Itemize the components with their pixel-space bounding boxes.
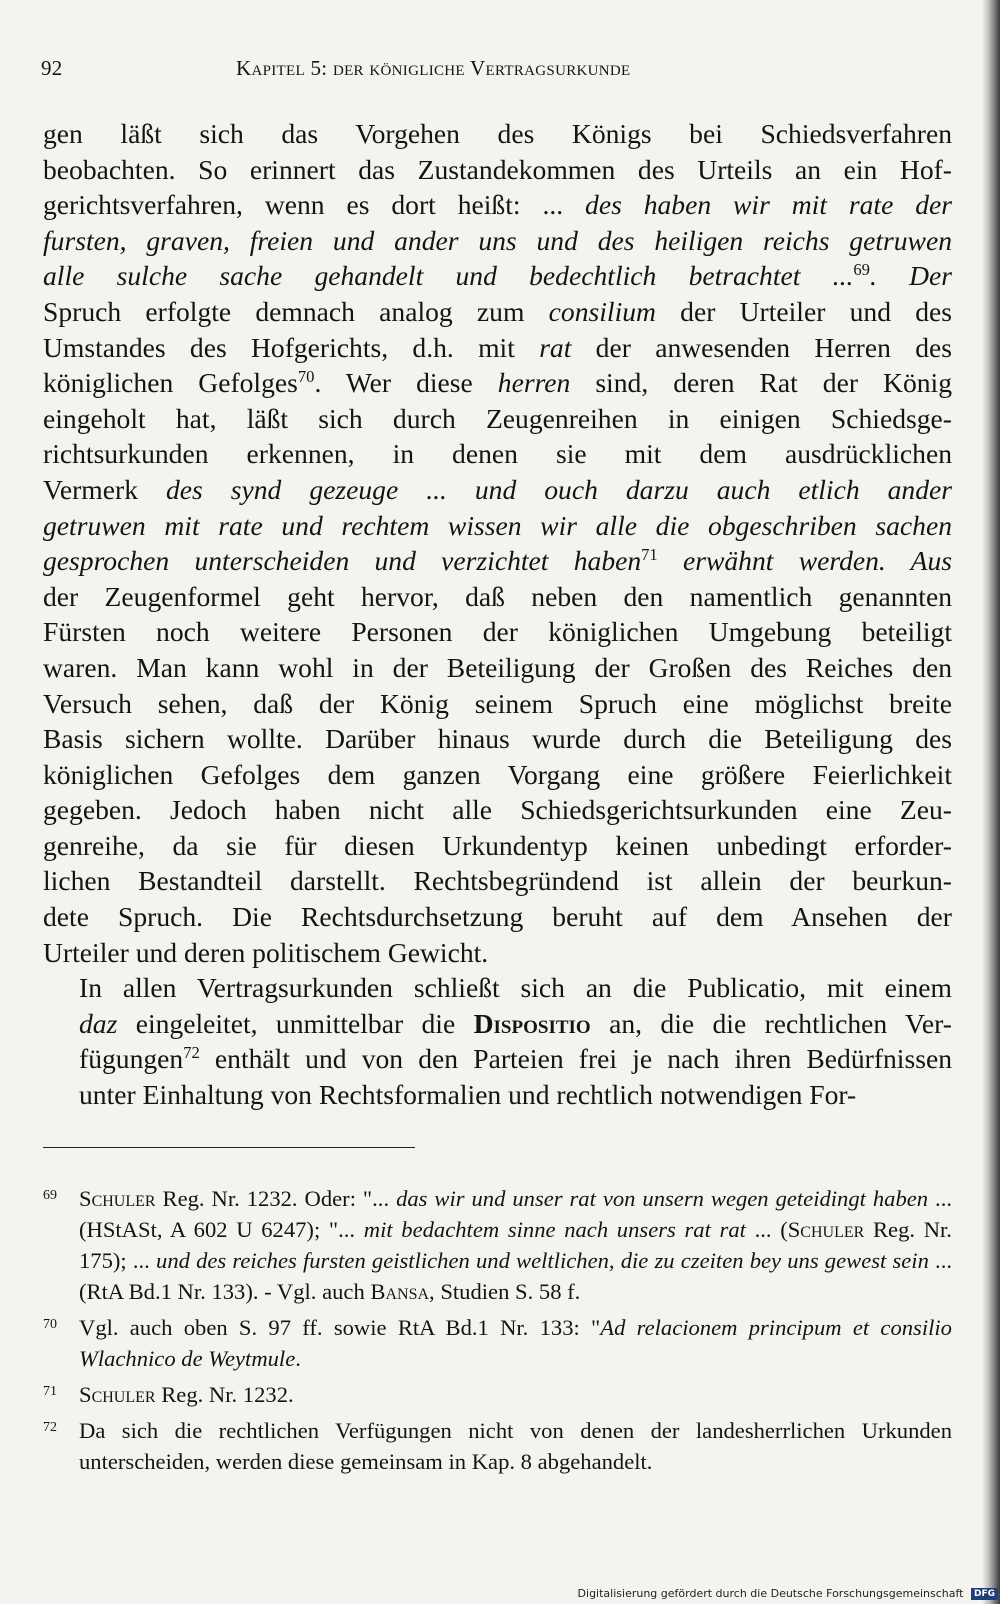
italic-quote: mit bedachtem sinne nach unsers rat rat	[363, 1217, 746, 1242]
text-run: der Urteiler und des	[655, 295, 952, 327]
italic-quote: gesprochen unterscheiden und verzichtet haben	[43, 545, 642, 577]
text-run: gerichtsverfahren, wenn es dort heißt: ...	[43, 189, 586, 221]
footnote-separator	[43, 1147, 415, 1148]
italic-quote: des haben wir mit rate der	[585, 189, 953, 221]
text-line	[43, 1077, 952, 1113]
text-line	[43, 508, 952, 544]
text-line	[43, 614, 952, 650]
text-line	[43, 579, 952, 615]
footnote-marker: 71	[641, 544, 658, 564]
text-line	[43, 721, 952, 757]
digitization-credit	[578, 1587, 998, 1600]
text-run: richtsurkunden erkennen, in denen sie mit dem ausdrücklichen	[43, 438, 952, 470]
text-run: königlichen Gefolges dem ganzen Vorgang eine größere Feierlichkeit	[43, 758, 952, 790]
footnote-marker: 69	[853, 260, 870, 280]
page-edge-shadow	[982, 0, 1000, 1604]
text-run: fügungen	[79, 1043, 184, 1075]
text-run: ... (RtA Bd.1 Nr. 133). - Vgl. auch	[79, 1248, 953, 1304]
italic-quote: Ad relacionem principum et consilio Wlachnico de Weytmule	[79, 1315, 952, 1371]
italic-quote: getruwen mit rate und rechtem wissen wir alle die obgeschriben sachen	[43, 509, 952, 541]
paragraph-1	[43, 116, 952, 970]
text-line	[43, 1006, 952, 1042]
footnote-71	[43, 1379, 952, 1410]
text-run: Vermerk	[43, 473, 166, 505]
text-line	[43, 187, 952, 223]
text-run: Basis sichern wollte. Darüber hinaus wurde durch die Beteiligung des	[43, 723, 952, 755]
text-line	[43, 543, 952, 579]
text-line	[43, 365, 952, 401]
footnote-text	[79, 1379, 952, 1410]
running-title: Kapitel 5: der königliche Vertragsurkunde	[236, 56, 631, 80]
text-line	[43, 899, 952, 935]
text-line	[43, 258, 952, 294]
text-run: Reg. Nr. 175); ...	[79, 1217, 952, 1273]
text-line	[43, 436, 952, 472]
text-run: Versuch sehen, daß der König seinem Spruch eine möglichst breite	[43, 687, 952, 719]
footnote-marker: 70	[297, 366, 315, 386]
text-run: . Wer diese	[314, 367, 498, 399]
footnote-number: 72	[43, 1420, 57, 1435]
text-run: Fürsten noch weitere Personen der königlichen Umgebung beteiligt	[43, 616, 952, 648]
text-line	[43, 970, 952, 1006]
footnote-69	[43, 1183, 952, 1307]
text-run: dete Spruch. Die Rechtsdurchsetzung beruht auf dem Ansehen der	[43, 901, 952, 933]
text-run: Spruch erfolgte demnach analog zum	[43, 295, 549, 327]
paragraph-2	[43, 970, 952, 1112]
footnotes	[43, 1183, 952, 1482]
text-run: lichen Bestandteil darstellt. Rechtsbegründend ist allein der beurkun-	[43, 865, 952, 897]
text-run: königlichen Gefolges	[43, 367, 298, 399]
text-run: sind, deren Rat der König	[570, 367, 952, 399]
text-run: eingeholt hat, läßt sich durch Zeugenreihen in einigen Schiedsge-	[43, 402, 952, 434]
text-run: Urteiler und deren politischem Gewicht.	[43, 936, 489, 968]
text-run: In allen Vertragsurkunden schließt sich an die Publicatio, mit einem	[79, 972, 952, 1004]
text-run: Umstandes des Hofgerichts, d.h. mit	[43, 331, 540, 363]
text-run: der Zeugenformel geht hervor, daß neben den namentlich genannten	[43, 580, 952, 612]
author-name: Bansa	[370, 1279, 430, 1304]
footnote-70	[43, 1312, 952, 1374]
text-run: Reg. Nr. 1232.	[155, 1382, 294, 1407]
italic-quote: alle sulche sache gehandelt und bedechtlich betrachtet ...	[43, 260, 854, 292]
term-dispositio: Dispositio	[473, 1007, 591, 1039]
text-run: ... (	[745, 1217, 788, 1242]
footnote-number: 70	[43, 1317, 57, 1332]
author-name: Schuler	[787, 1217, 865, 1242]
body-text	[43, 116, 952, 1113]
italic-quote: . Der	[869, 260, 952, 292]
text-run: an, die die rechtlichen Ver-	[590, 1007, 952, 1039]
text-line	[43, 330, 952, 366]
text-run: enthält und von den Parteien frei je nach ihren Bedürfnissen	[199, 1043, 952, 1075]
italic-quote: rat	[539, 331, 572, 363]
text-run: beobachten. So erinnert das Zustandekommen des Urteils an ein Hof-	[43, 153, 952, 185]
footnote-number: 71	[43, 1384, 57, 1399]
author-name: Schuler	[79, 1382, 156, 1407]
text-line	[43, 294, 952, 330]
footnote-72	[43, 1415, 952, 1477]
text-run: gen läßt sich das Vorgehen des Königs bei Schiedsverfahren	[43, 118, 952, 149]
text-line	[43, 650, 952, 686]
text-line	[43, 1041, 952, 1077]
text-run: eingeleitet, unmittelbar die	[117, 1007, 474, 1039]
text-line	[43, 401, 952, 437]
author-name: Schuler	[79, 1186, 156, 1211]
text-run: Reg. Nr. 1232. Oder: "...	[155, 1186, 397, 1211]
text-run: genreihe, da sie für diesen Urkundentyp keinen unbedingt erforder-	[43, 829, 952, 861]
text-run: gegeben. Jedoch haben nicht alle Schiedsgerichtsurkunden eine Zeu-	[43, 794, 952, 826]
page-number: 92	[41, 56, 63, 80]
italic-quote: das wir und unser rat von unsern wegen geteidingt haben	[396, 1186, 929, 1211]
italic-quote: erwähnt werden. Aus	[657, 545, 952, 577]
text-run: ... (HStASt, A 602 U 6247); "...	[79, 1186, 952, 1242]
footnote-text	[79, 1183, 952, 1307]
text-line	[43, 223, 952, 259]
text-run: der anwesenden Herren des	[571, 331, 952, 363]
italic-quote: fursten, graven, freien und ander uns und des heiligen reichs getruwen	[43, 224, 952, 256]
text-line	[43, 686, 952, 722]
text-line	[43, 828, 952, 864]
italic-quote: und des reiches fursten geistlichen und weltlichen, die zu czeiten bey uns gewest sein	[156, 1248, 929, 1273]
text-line	[43, 152, 952, 188]
italic-quote: consilium	[548, 295, 656, 327]
text-run: Vgl. auch oben S. 97 ff. sowie RtA Bd.1 Nr. 133: "	[79, 1315, 601, 1340]
text-line	[43, 863, 952, 899]
text-run: , Studien S. 58 f.	[429, 1279, 581, 1304]
text-run: waren. Man kann wohl in der Beteiligung der Großen des Reiches den	[43, 651, 952, 683]
footnote-number: 69	[43, 1188, 57, 1203]
italic-quote: daz	[79, 1007, 118, 1039]
dfg-logo: DFG	[971, 1588, 998, 1600]
page-header	[41, 56, 941, 88]
text-run: Da sich die rechtlichen Verfügungen nicht von denen der landesherrlichen Urkunden unterscheiden, werden diese gemeinsam in Kap. 8 abgehandelt.	[79, 1418, 952, 1474]
footnote-marker: 72	[183, 1043, 200, 1063]
text-line	[43, 757, 952, 793]
text-line	[43, 792, 952, 828]
footnote-text	[79, 1415, 952, 1477]
footnote-text	[79, 1312, 952, 1374]
text-run: unter Einhaltung von Rechtsformalien und rechtlich notwendigen For-	[79, 1079, 857, 1111]
text-line	[43, 116, 952, 152]
italic-quote: des synd gezeuge ... und ouch darzu auch etlich ander	[166, 473, 953, 505]
text-line	[43, 935, 952, 971]
text-line	[43, 472, 952, 508]
italic-quote: herren	[497, 367, 571, 399]
text-run: .	[295, 1346, 301, 1371]
credit-text: Digitalisierung gefördert durch die Deutsche Forschungsgemeinschaft	[577, 1587, 964, 1600]
